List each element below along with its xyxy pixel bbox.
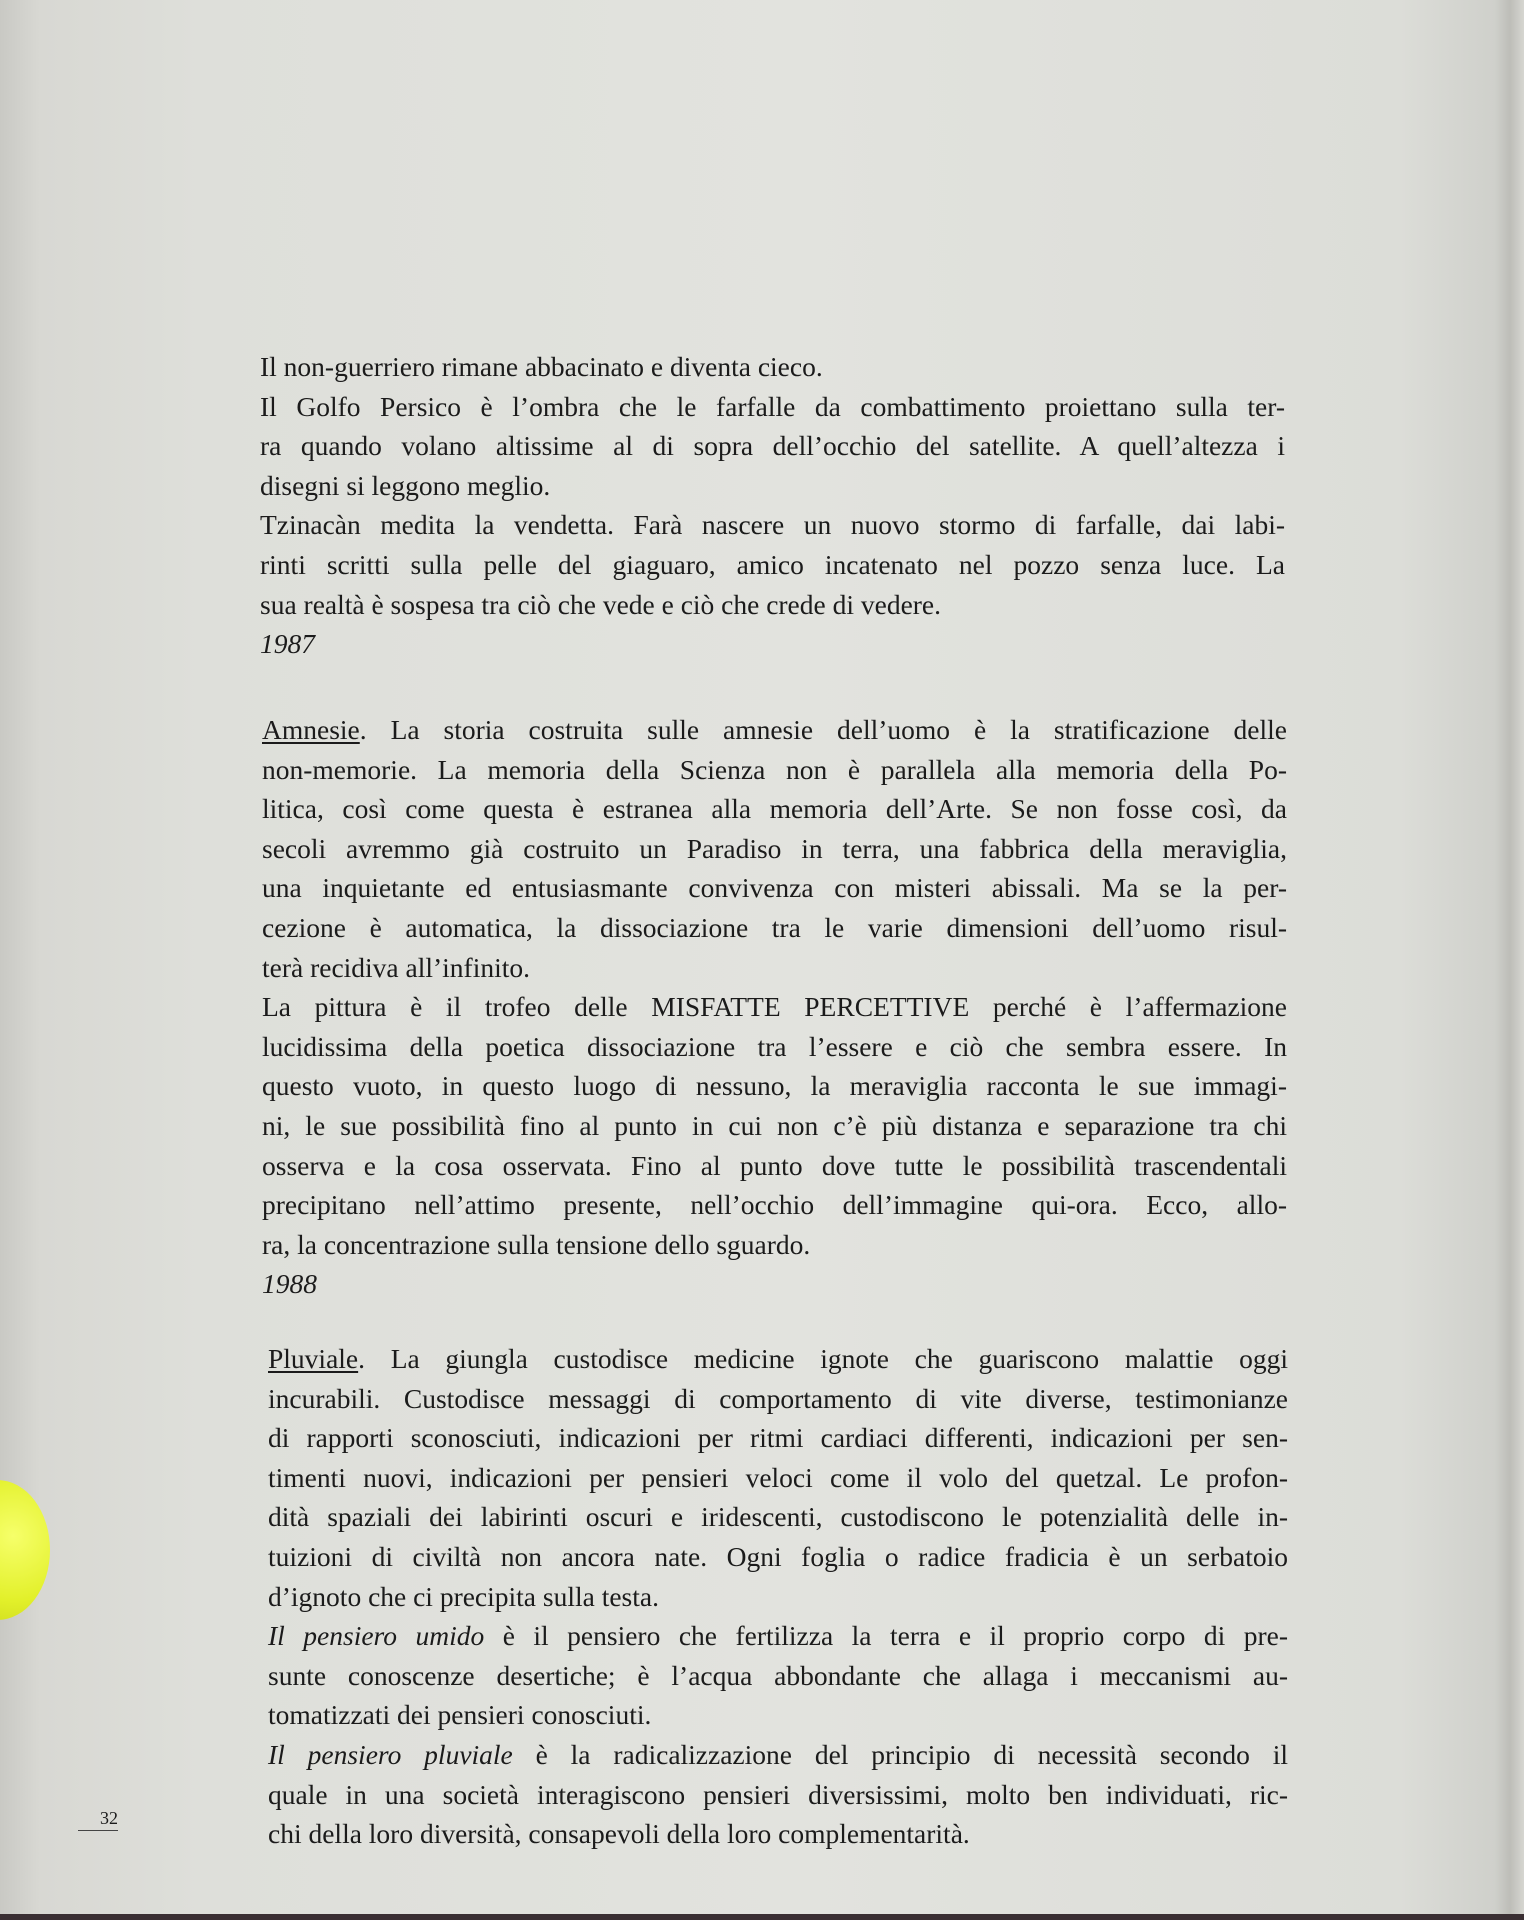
text-segment: ra, la concentrazione sulla tensione dello sguardo. [262, 1228, 811, 1260]
italic-text: 1987 [260, 628, 315, 660]
text-line [268, 1497, 1288, 1537]
text-segment: litica, così come questa è estranea alla memoria dell’Arte. Se non fosse così, da [262, 793, 1287, 825]
text-segment: chi della loro diversità, consapevoli della loro complementarità. [268, 1818, 970, 1850]
page-bottom-edge [0, 1914, 1524, 1920]
text-segment: non-memorie. La memoria della Scienza non è parallela alla memoria della Po- [262, 753, 1287, 785]
text-segment: ni, le sue possibilità fino al punto in cui non c’è più distanza e separazione tra chi [262, 1109, 1287, 1141]
text-segment: dità spaziali dei labirinti oscuri e iridescenti, custodiscono le potenzialità delle in- [268, 1501, 1288, 1533]
text-segment: rinti scritti sulla pelle del giaguaro, amico incatenato nel pozzo senza luce. La [260, 548, 1285, 580]
text-segment: è il pensiero che fertilizza la terra e il proprio corpo di pre- [484, 1620, 1288, 1652]
text-line [262, 1185, 1287, 1225]
text-segment: sunte conoscenze desertiche; è l’acqua abbondante che allaga i meccanismi au- [268, 1659, 1288, 1691]
text-segment: . La giungla custodisce medicine ignote che guariscono malattie oggi [358, 1343, 1288, 1374]
text-line [268, 1775, 1288, 1815]
text-line [260, 585, 1285, 625]
italic-text: Il pensiero pluviale [268, 1738, 513, 1770]
text-segment: Il Golfo Persico è l’ombra che le farfalle da combattimento proiettano sulla ter- [260, 390, 1285, 422]
text-line [262, 1027, 1287, 1067]
text-segment: di rapporti sconosciuti, indicazioni per ritmi cardiaci differenti, indicazioni per sen- [268, 1422, 1288, 1454]
text-line [262, 829, 1287, 869]
text-segment: incurabili. Custodisce messaggi di comportamento di vite diverse, testimonianze [268, 1382, 1288, 1414]
text-segment: tuizioni di civiltà non ancora nate. Ogni foglia o radice fradicia è un serbatoio [268, 1540, 1288, 1572]
text-line [262, 1066, 1287, 1106]
text-line [262, 987, 1287, 1027]
text-line [262, 948, 1287, 988]
section-heading: Pluviale [268, 1343, 359, 1374]
italic-text: Il pensiero umido [268, 1620, 485, 1652]
page-number: 32 [78, 1808, 118, 1831]
text-line [262, 789, 1287, 829]
text-line [268, 1379, 1288, 1419]
section-1987 [260, 347, 1285, 664]
text-line [260, 466, 1285, 506]
text-segment: terà recidiva all’infinito. [262, 951, 531, 983]
text-segment: timenti nuovi, indicazioni per pensieri veloci come il volo del quetzal. Le profon- [268, 1461, 1288, 1493]
text-segment: sua realtà è sospesa tra ciò che vede e ciò che crede di vedere. [260, 588, 942, 620]
text-segment: . La storia costruita sulle amnesie dell’uomo è la stratificazione delle [359, 714, 1287, 745]
text-segment: Il non-guerriero rimane abbacinato e diventa cieco. [260, 351, 823, 382]
section-amnesie [262, 710, 1287, 1304]
text-segment: lucidissima della poetica dissociazione tra l’essere e ciò che sembra essere. In [262, 1030, 1287, 1062]
italic-text: 1988 [262, 1268, 317, 1300]
text-line [262, 868, 1287, 908]
text-segment: precipitano nell’attimo presente, nell’occhio dell’immagine qui-ora. Ecco, allo- [262, 1189, 1287, 1221]
text-segment: tomatizzati dei pensieri conosciuti. [268, 1699, 652, 1731]
text-segment: secoli avremmo già costruito un Paradiso in terra, una fabbrica della meraviglia, [262, 832, 1287, 864]
text-line [268, 1418, 1288, 1458]
text-line [268, 1656, 1288, 1696]
text-line [268, 1616, 1288, 1656]
text-line [262, 1106, 1287, 1146]
text-line [268, 1735, 1288, 1775]
text-line [268, 1458, 1288, 1498]
text-line [262, 1146, 1287, 1186]
text-segment: ra quando volano altissime al di sopra dell’occhio del satellite. A quell’altezza i [260, 430, 1285, 462]
text-line [262, 908, 1287, 948]
text-segment: La pittura è il trofeo delle MISFATTE PERCETTIVE perché è l’affermazione [262, 991, 1287, 1023]
text-line [262, 750, 1287, 790]
text-line [262, 1264, 1287, 1304]
section-pluviale [268, 1339, 1288, 1854]
text-line [262, 710, 1287, 750]
section-heading: Amnesie [262, 714, 360, 745]
text-segment: cezione è automatica, la dissociazione tra le varie dimensioni dell’uomo risul- [262, 911, 1287, 943]
text-segment: questo vuoto, in questo luogo di nessuno, la meraviglia racconta le sue immagi- [262, 1070, 1287, 1102]
text-line [268, 1537, 1288, 1577]
text-line [260, 347, 1285, 387]
text-line [260, 505, 1285, 545]
text-segment: osserva e la cosa osservata. Fino al punto dove tutte le possibilità trascendentali [262, 1149, 1287, 1181]
text-segment: è la radicalizzazione del principio di necessità secondo il [512, 1738, 1288, 1770]
text-segment: quale in una società interagiscono pensieri diversissimi, molto ben individuati, ric- [268, 1778, 1288, 1810]
text-line [260, 387, 1285, 427]
text-line [268, 1695, 1288, 1735]
text-segment: d’ignoto che ci precipita sulla testa. [268, 1580, 659, 1612]
text-segment: Tzinacàn medita la vendetta. Farà nascere un nuovo stormo di farfalle, dai labi- [260, 509, 1285, 541]
text-line [260, 624, 1285, 664]
text-line [260, 426, 1285, 466]
yellow-sticky-marker [0, 1480, 50, 1620]
text-line [268, 1814, 1288, 1854]
text-line [260, 545, 1285, 585]
text-segment: una inquietante ed entusiasmante convivenza con misteri abissali. Ma se la per- [262, 872, 1287, 904]
text-segment: disegni si leggono meglio. [260, 469, 551, 501]
text-line [268, 1339, 1288, 1379]
text-line [268, 1577, 1288, 1617]
text-line [262, 1225, 1287, 1265]
